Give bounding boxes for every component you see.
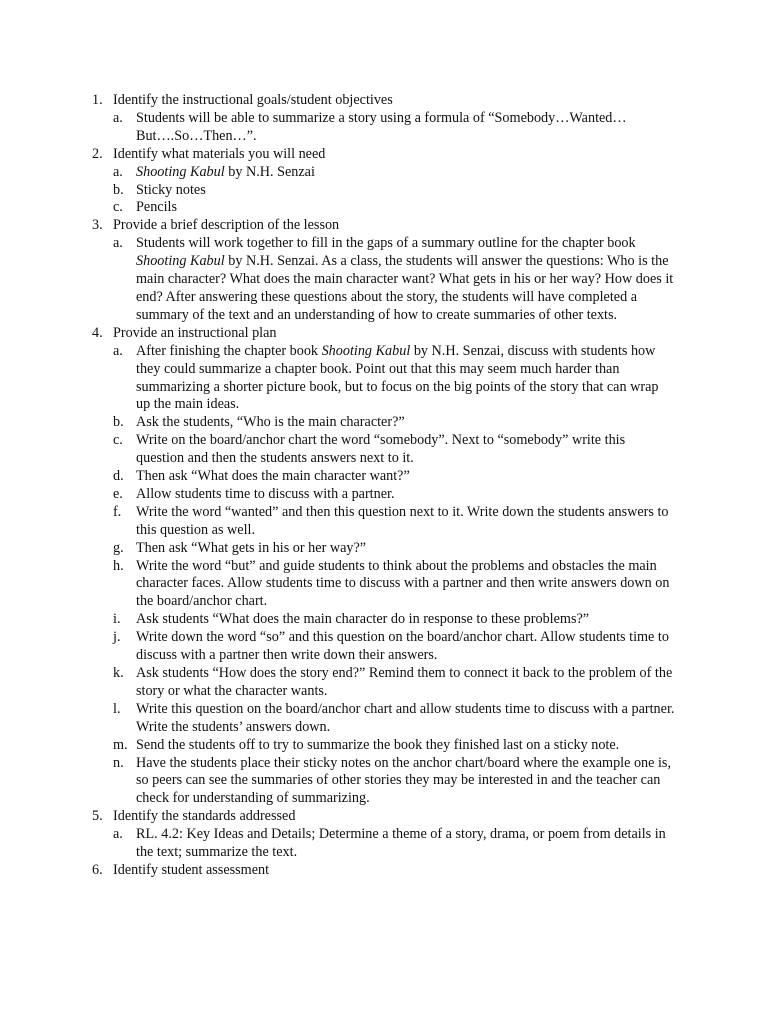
sub-item [0, 432, 768, 468]
sub-item-letter: f. [113, 503, 122, 520]
text-segment: Then ask “What gets in his or her way?” [136, 539, 367, 556]
sub-item [0, 182, 768, 200]
sub-item-text [136, 701, 676, 737]
sub-item [0, 486, 768, 504]
sub-item-text [136, 164, 676, 182]
text-segment: Write the word “but” and guide students to think about the problems and obstacles the main character faces. Allow students time to discuss with a partner and then write answers down on the board/anchor chart. [136, 557, 670, 610]
sub-item [0, 611, 768, 629]
sub-item [0, 164, 768, 182]
sub-item-text [136, 468, 676, 486]
text-segment: Students will be able to summarize a story using a formula of “Somebody…Wanted…But….So…Then…”. [136, 109, 627, 144]
sub-item-letter: a. [113, 342, 123, 359]
sub-item-text [136, 629, 676, 665]
sub-item-letter: a. [113, 235, 123, 252]
text-segment: Ask the students, “Who is the main character?” [136, 414, 405, 431]
book-title: Shooting Kabul [136, 253, 225, 270]
outline-item [0, 92, 768, 146]
sub-item [0, 701, 768, 737]
outline-item [0, 146, 768, 218]
sub-item [0, 826, 768, 862]
item-number: 4. [92, 324, 103, 341]
outline-item [0, 808, 768, 862]
sub-item [0, 414, 768, 432]
item-number: 1. [92, 92, 103, 108]
sub-item [0, 504, 768, 540]
sub-item [0, 343, 768, 415]
item-title: Identify the standards addressed [113, 808, 296, 825]
item-number: 3. [92, 217, 103, 234]
text-segment: Write the word “wanted” and then this question next to it. Write down the students answers to this question as well. [136, 503, 669, 538]
item-title: Identify student assessment [113, 861, 270, 878]
sub-item-text [136, 737, 676, 755]
sub-item [0, 540, 768, 558]
sub-item-letter: g. [113, 539, 124, 556]
sub-item [0, 755, 768, 809]
text-segment: by N.H. Senzai [224, 163, 315, 180]
sub-item [0, 558, 768, 612]
sub-item-letter: k. [113, 665, 124, 681]
book-title: Shooting Kabul [136, 163, 225, 180]
sub-item-text [136, 199, 676, 217]
item-number: 2. [92, 145, 103, 162]
sub-item-letter: e. [113, 485, 123, 502]
text-segment: Write down the word “so” and this question on the board/anchor chart. Allow students time to discuss with a partner then write down their answers. [136, 629, 669, 664]
sub-item-text [136, 665, 676, 701]
outline-item [0, 217, 768, 324]
sub-item [0, 235, 768, 325]
text-segment: by N.H. Senzai, discuss with students how they could summarize a chapter book. Point out that this may seem much harder than summarizing a shorter picture book, but to focus on the big points of the story that can wrap up the main ideas. [136, 342, 659, 413]
text-segment: Send the students off to try to summarize the book they finished last on a sticky note. [136, 736, 620, 753]
text-segment: Sticky notes [136, 181, 206, 198]
sub-item-letter: b. [113, 414, 124, 431]
item-title: Identify the instructional goals/student objectives [113, 92, 393, 108]
sub-item-text [136, 611, 676, 629]
text-segment: Write on the board/anchor chart the word “somebody”. Next to “somebody” write this question and then the students answers next to it. [136, 432, 626, 467]
item-title: Identify what materials you will need [113, 145, 326, 162]
text-segment: Ask students “What does the main character do in response to these problems?” [136, 611, 590, 628]
sub-item-letter: d. [113, 468, 124, 485]
sub-item-text [136, 826, 676, 862]
sub-item [0, 629, 768, 665]
text-segment: Write this question on the board/anchor chart and allow students time to discuss with a partner. Write the students’ answers down. [136, 700, 675, 735]
sub-item-text [136, 558, 676, 612]
sub-item-text [136, 235, 676, 325]
sub-item-letter: h. [113, 557, 124, 574]
sub-item-letter: i. [113, 611, 121, 628]
sub-item [0, 665, 768, 701]
item-title: Provide an instructional plan [113, 324, 277, 341]
sub-item-letter: m. [113, 736, 128, 753]
sub-item-text [136, 432, 676, 468]
text-segment: After finishing the chapter book [136, 342, 322, 359]
item-title: Provide a brief description of the lesson [113, 217, 340, 234]
text-segment: Then ask “What does the main character want?” [136, 468, 410, 485]
sub-item [0, 199, 768, 217]
text-segment: Ask students “How does the story end?” Remind them to connect it back to the problem of the story or what the character wants. [136, 665, 673, 699]
sub-item-letter: a. [113, 109, 123, 126]
sub-item-letter: c. [113, 432, 123, 449]
text-segment: Allow students time to discuss with a partner. [136, 485, 395, 502]
sub-item [0, 737, 768, 755]
text-segment: RL. 4.2: Key Ideas and Details; Determine a theme of a story, drama, or poem from details in the text; summarize the text. [136, 826, 666, 861]
sub-item-letter: l. [113, 700, 121, 717]
sub-item-letter: c. [113, 199, 123, 216]
item-number: 6. [92, 861, 103, 878]
sub-item-text [136, 755, 676, 809]
text-segment: Pencils [136, 199, 177, 216]
sub-item-letter: b. [113, 181, 124, 198]
text-segment: Students will work together to fill in the gaps of a summary outline for the chapter book [136, 235, 636, 252]
sub-item [0, 468, 768, 486]
sub-item-text [136, 504, 676, 540]
text-segment: by N.H. Senzai. As a class, the students will answer the questions: Who is the main character? What does the main character want? What gets in his or her way? How does it end? After answering these questions about the story, the students will have completed a summary of the text and an understanding of how to create summaries of other texts. [136, 253, 674, 323]
sub-item-letter: a. [113, 163, 123, 180]
sub-item-letter: j. [113, 629, 121, 646]
sub-item-letter: n. [113, 754, 124, 771]
item-number: 5. [92, 808, 103, 825]
sub-item-text [136, 343, 676, 415]
sub-item-letter: a. [113, 826, 123, 843]
lesson-plan-document [0, 92, 768, 880]
sub-item [0, 110, 768, 146]
book-title: Shooting Kabul [321, 342, 411, 359]
sub-item-text [136, 486, 676, 504]
sub-item-text [136, 182, 676, 200]
sub-item-text [136, 110, 676, 146]
outline-item [0, 325, 768, 808]
outline-item [0, 862, 768, 880]
sub-item-text [136, 540, 676, 558]
text-segment: Have the students place their sticky notes on the anchor chart/board where the example one is, so peers can see the summaries of other stories they may be interested in and the teacher can check for understanding of summarizing. [136, 754, 671, 807]
sub-item-text [136, 414, 676, 432]
